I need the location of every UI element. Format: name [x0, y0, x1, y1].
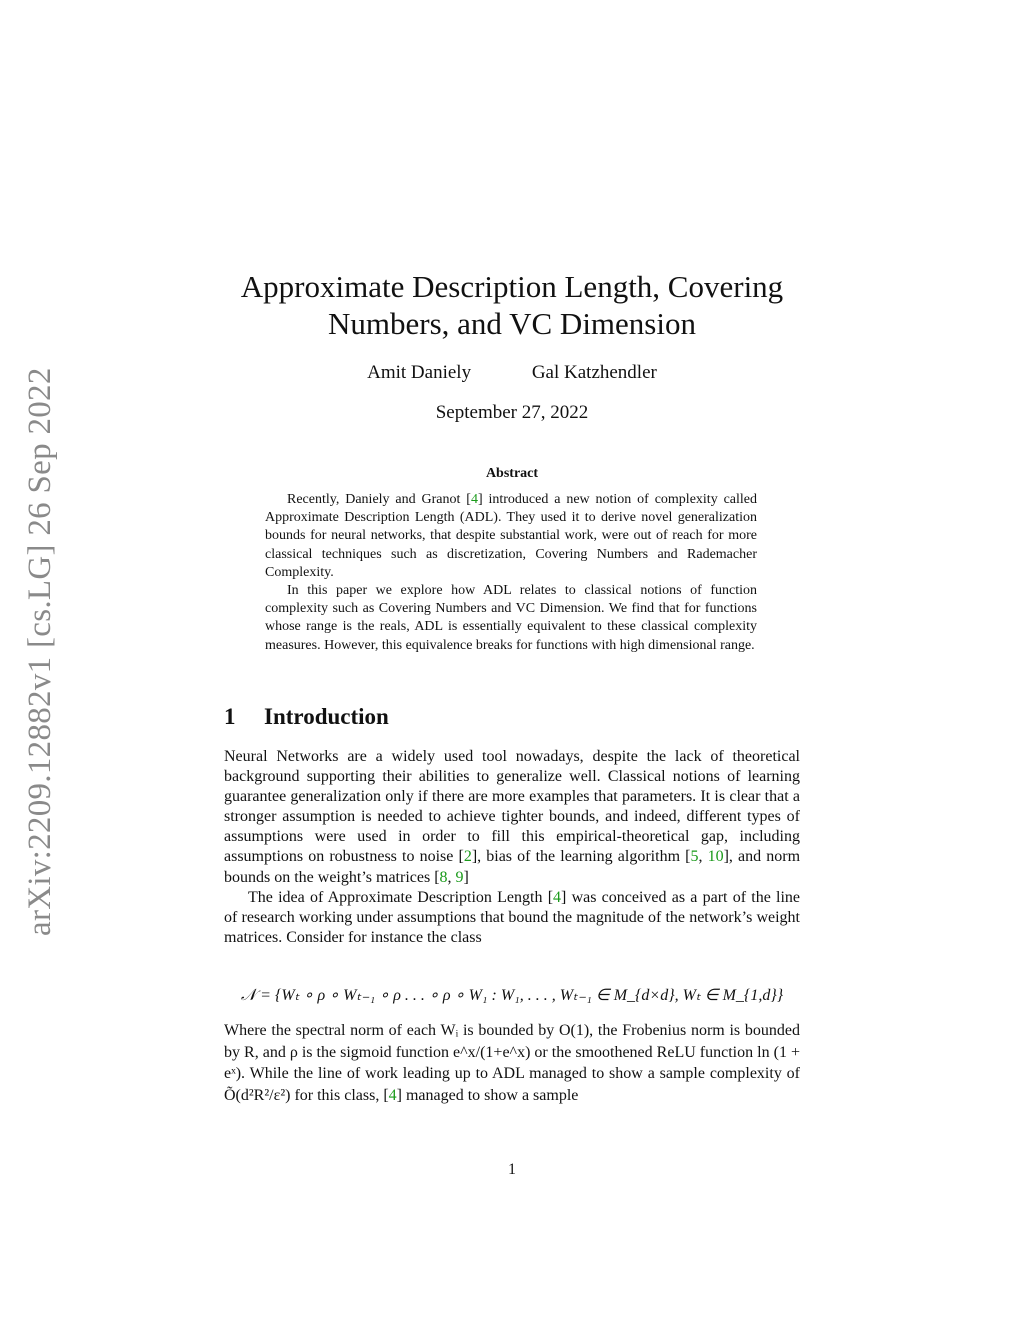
abstract-heading: Abstract	[485, 466, 539, 481]
citation-link[interactable]: 2	[463, 848, 472, 866]
title-line-1: Approximate Description Length, Covering	[240, 269, 784, 304]
arxiv-identifier: arXiv:2209.12882v1 [cs.LG] 26 Sep 2022	[22, 367, 58, 936]
section-heading	[224, 704, 389, 730]
citation-link[interactable]: 4	[388, 1086, 397, 1104]
author-list	[0, 362, 1024, 384]
citation-link[interactable]: 4	[553, 888, 562, 906]
abstract-paragraph: Recently, Daniely and Granot [4] introduced a new notion of complexity called Approximate Description Length (ADL). They used it to derive novel generalization bounds for neural networks, that despite substantial work, were out of reach for more classical techniques such as discretization, Covering Numbers and Rademacher Complexity.	[265, 492, 757, 580]
abstract-paragraph: In this paper we explore how ADL relates to classical notions of function complexity such as Covering Numbers and VC Dimension. We find that for functions whose range is the reals, ADL is essentially equivalent to these classical complexity measures. However, this equivalence breaks for functions with high dimensional range.	[265, 583, 757, 653]
body-text: Neural Networks are a widely used tool nowadays, despite the lack of theoretical background supporting their abilities to generalize well. Classical notions of learning guarantee generalization only if there are more examples that parameters. It is clear that a stronger assumption is needed to achieve tighter bounds, and indeed, different types of assumptions were used in order to fill this empirical-theoretical gap, including assumptions on robustness to noise	[224, 748, 800, 866]
body-text: , and norm bounds on the weight’s matrices	[224, 848, 801, 886]
citation-link[interactable]: 9	[455, 868, 464, 886]
paper-title	[0, 268, 1024, 342]
citation-link[interactable]: 5	[690, 848, 699, 866]
citation-link[interactable]: 10	[707, 848, 724, 866]
display-equation: 𝒩 = {Wₜ ∘ ρ ∘ Wₜ₋₁ ∘ ρ . . . ∘ ρ ∘ W₁ : W₁, . . . , Wₜ₋₁ ∈ M_{d×d}, Wₜ ∈ M_{1,d}}	[240, 987, 784, 1004]
section-number: 1	[224, 704, 236, 729]
title-line-2: Numbers, and VC Dimension	[328, 306, 696, 341]
body-text: , bias of the learning algorithm	[477, 848, 686, 866]
abstract-body	[265, 491, 757, 655]
author-name: Amit Daniely	[367, 362, 472, 383]
citation-link[interactable]: 4	[470, 492, 478, 507]
body-text: The idea of Approximate Description Length	[248, 888, 548, 906]
author-name: Gal Katzhendler	[531, 362, 657, 383]
citation-link[interactable]: 8	[439, 868, 448, 886]
body-text: managed to show a sample	[401, 1086, 579, 1104]
body-text: Where the spectral norm of each Wᵢ is bounded by O(1), the Frobenius norm is bounded by R, and ρ is the sigmoid function e^x/(1+e^x) or the smoothened ReLU function ln (1 + eˣ). While the line of work leading up to ADL managed to show a sample complexity of Õ(d²R²/ε²) for this class,	[224, 1022, 800, 1104]
intro-body	[224, 747, 800, 948]
intro-body-continued	[224, 1020, 800, 1106]
body-paragraph: Neural Networks are a widely used tool nowadays, despite the lack of theoretical background supporting their abilities to generalize well. Classical notions of learning guarantee generalization only if there are more examples that parameters. It is clear that a stronger assumption is needed to achieve tighter bounds, and indeed, different types of assumptions were used in order to fill this empirical-theoretical gap, including assumptions on robustness to noise [2], bias of the learning algorithm [5, 10], and norm bounds on the weight’s matrices [8, 9]	[224, 748, 801, 886]
body-text: was conceived as a part of the line of research working under assumptions that bound the magnitude of the network’s weight matrices. Consider for instance the class	[224, 888, 801, 946]
body-paragraph: The idea of Approximate Description Length [4] was conceived as a part of the line of research working under assumptions that bound the magnitude of the network’s weight matrices. Consider for instance the class	[224, 888, 801, 946]
page-number: 1	[508, 1161, 516, 1178]
abstract-text: introduced a new notion of complexity called Approximate Description Length (ADL). They used it to derive novel generalization bounds for neural networks, that despite substantial work, were out of reach for more classical techniques such as discretization, Covering Numbers and Rademacher Complexity.	[265, 492, 757, 580]
section-title: Introduction	[264, 704, 389, 729]
paper-date: September 27, 2022	[435, 402, 589, 423]
abstract-text: Recently, Daniely and Granot	[287, 492, 467, 507]
body-paragraph: Where the spectral norm of each Wᵢ is bounded by O(1), the Frobenius norm is bounded by R, and ρ is the sigmoid function e^x/(1+e^x) or the smoothened ReLU function ln (1 + eˣ). While the line of work leading up to ADL managed to show a sample complexity of Õ(d²R²/ε²) for this class, [4] managed to show a sample	[224, 1022, 800, 1104]
